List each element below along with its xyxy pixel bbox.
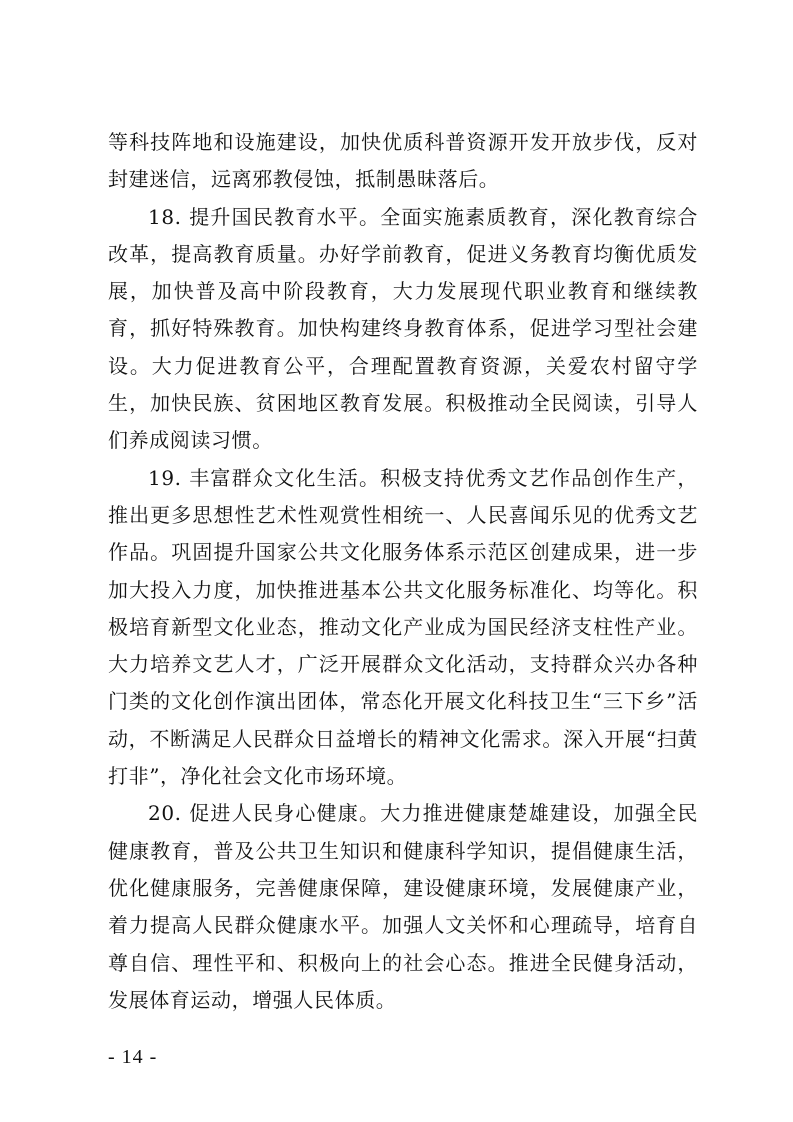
page-number: - 14 - (108, 1046, 158, 1068)
paragraph-19-culture: 19. 丰富群众文化生活。积极支持优秀文艺作品创作生产，推出更多思想性艺术性观赏性相统一、人民喜闻乐见的优秀文艺作品。巩固提升国家公共文化服务体系示范区创建成果，进一步加大投入力度，加快推进基本公共文化服务标准化、均等化。积极培育新型文化业态，推动文化产业成为国民经济支柱性产业。大力培养文艺人才，广泛开展群众文化活动，支持群众兴办各种门类的文化创作演出团体，常态化开展文化科技卫生“三下乡”活动，不断满足人民群众日益增长的精神文化需求。深入开展“扫黄打非”，净化社会文化市场环境。 (108, 465, 698, 789)
paragraph-continuation: 等科技阵地和设施建设，加快优质科普资源开发开放步伐，反对封建迷信，远离邪教侵蚀，抵制愚昧落后。 (108, 130, 698, 192)
body-text (108, 124, 698, 1019)
paragraph-20-health: 20. 促进人民身心健康。大力推进健康楚雄建设，加强全民健康教育，普及公共卫生知识和健康科学知识，提倡健康生活，优化健康服务，完善健康保障，建设健康环境，发展健康产业，着力提高人民群众健康水平。加强人文关怀和心理疏导，培育自尊自信、理性平和、积极向上的社会心态。推进全民健身活动，发展体育运动，增强人民体质。 (108, 801, 698, 1012)
paragraph-18-education: 18. 提升国民教育水平。全面实施素质教育，深化教育综合改革，提高教育质量。办好学前教育，促进义务教育均衡优质发展，加快普及高中阶段教育，大力发展现代职业教育和继续教育，抓好特殊教育。加快构建终身教育体系，促进学习型社会建设。大力促进教育公平，合理配置教育资源，关爱农村留守学生，加快民族、贫困地区教育发展。积极推动全民阅读，引导人们养成阅读习惯。 (108, 204, 698, 453)
